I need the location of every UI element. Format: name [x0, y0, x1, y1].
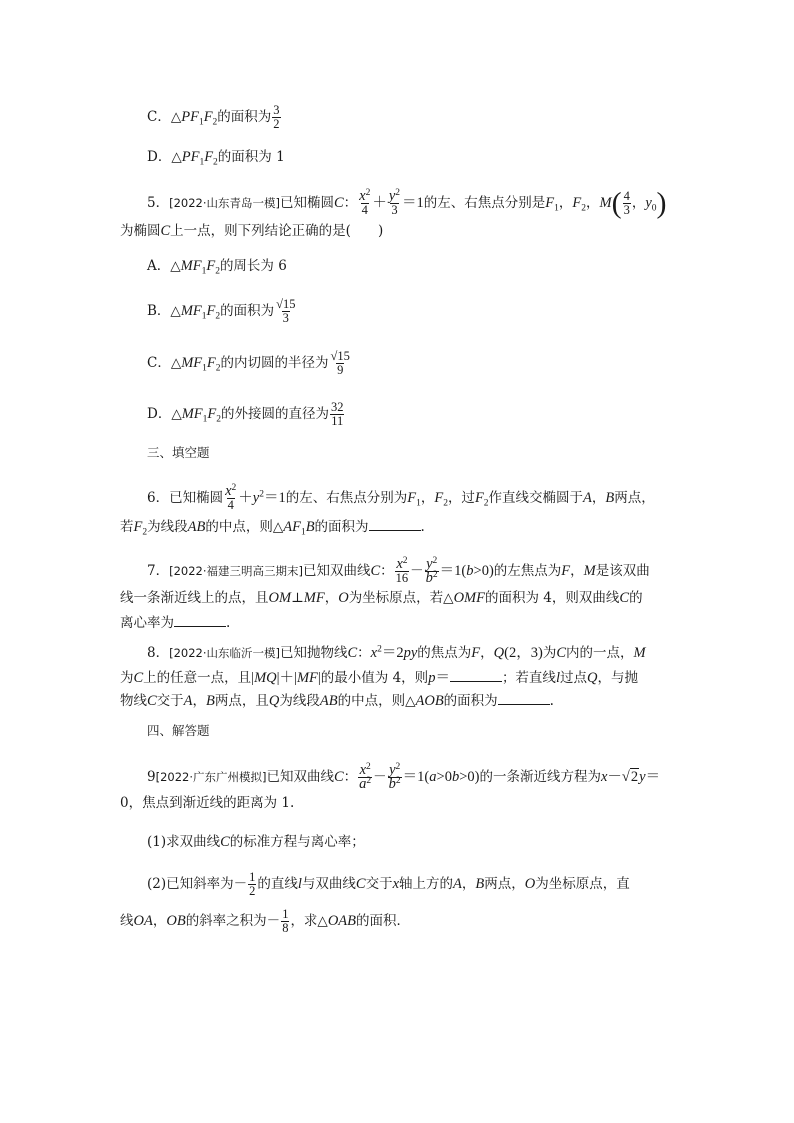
- text: 的直线: [257, 876, 298, 892]
- text: 的中点，则△: [337, 693, 416, 709]
- text: 交于: [156, 693, 184, 709]
- text: 离心率为: [120, 615, 174, 631]
- section-title-answer: 四、解答题: [147, 723, 210, 738]
- text: 为: [120, 670, 134, 686]
- option-text: 的周长为 6: [219, 258, 287, 274]
- text: 线: [120, 913, 134, 929]
- option-text: 的外接圆的直径为: [221, 406, 330, 422]
- text: ，过: [447, 490, 475, 506]
- text: 的中点，则△: [205, 519, 284, 535]
- text: (2)已知斜率为－: [147, 876, 248, 892]
- text: 为线段: [147, 519, 188, 535]
- text: 已知双曲线: [303, 563, 371, 579]
- q5-option-c: C．$\triangle MF_1F_2$的内切圆的半径为 $\frac{√15}{9}$: [147, 349, 350, 377]
- text: 的: [629, 590, 643, 606]
- q7-stem-line3: 离心率为 .: [120, 612, 230, 633]
- answer-blank[interactable]: [498, 690, 550, 705]
- q8-stem-line2: 为C上的任意一点，且|MQ|＋|MF|的最小值为 4，则p＝ ；若直线l过点Q，与抛: [120, 667, 638, 688]
- q9-stem-line2: 0，焦点到渐近线的距离为 1.: [120, 795, 295, 811]
- fraction: $\frac{x^2}{16}$: [395, 555, 409, 585]
- option-label: A．△: [147, 258, 181, 274]
- text: 的焦点为: [417, 645, 472, 661]
- text: 两点，且: [214, 693, 269, 709]
- q5-stem-line1: 5．[2022·山东青岛一模]已知椭圆C： $\frac{x^2}{4}$ ＋ $\frac{y^2}{3}$ ＝1的左、右焦点分别是$F_1$，$F_2$，M( $\frac{4}{3}$ ，$y_0$): [147, 186, 667, 220]
- text: 的一条渐近线方程为: [479, 769, 601, 785]
- text: 为: [542, 645, 557, 661]
- text: 为椭圆: [120, 223, 161, 239]
- text: 的斜率之积为－: [185, 913, 281, 929]
- question-number: 6．: [147, 490, 170, 506]
- text: 已知椭圆: [280, 195, 334, 211]
- q7-stem-line2: 线一条渐近线上的点，且OM⊥MF，O为坐标原点，若△OMF的面积为 4，则双曲线C的: [120, 590, 643, 606]
- text: 已知抛物线: [280, 645, 348, 661]
- text: 已知椭圆: [169, 490, 224, 506]
- text: 的面积为: [314, 519, 369, 535]
- option-text: 的内切圆的半径为: [220, 355, 329, 371]
- text: 是该双曲: [595, 563, 650, 579]
- q9-part1: (1)求双曲线C的标准方程与离心率；: [147, 834, 365, 850]
- fraction: $\frac{x^2}{a^2}$: [359, 761, 372, 792]
- section-title-fill-in: 三、填空题: [147, 445, 210, 460]
- q8-stem-line3: 物线C交于A，B两点，且Q为线段AB的中点，则△AOB的面积为 .: [120, 690, 554, 711]
- text: 轴上方的: [399, 876, 454, 892]
- text: 作直线交椭圆于: [488, 490, 584, 506]
- text: 的最小值为 4，则: [320, 670, 429, 686]
- question-number: 7．: [147, 563, 170, 579]
- text: 若: [120, 519, 134, 535]
- fraction: $\frac{x^2}{4}$: [225, 482, 237, 512]
- option-label: C．△: [147, 355, 182, 371]
- fraction: $\frac{1}{2}$: [249, 870, 256, 898]
- text: 的面积为: [443, 693, 498, 709]
- q8-stem-line1: 8．[2022·山东临沂一模]已知抛物线C：$x^2=2py$的焦点为F，Q(2，3)为C内的一点，M: [147, 644, 646, 661]
- question-source: [2022·山东青岛一模]: [169, 196, 280, 210]
- text: 为坐标原点，直: [535, 876, 630, 892]
- text: 与双曲线: [301, 876, 356, 892]
- q4-option-d: D．$\triangle PF_1F_2$的面积为 1: [147, 149, 285, 168]
- answer-blank[interactable]: [369, 516, 421, 531]
- text: 物线: [120, 693, 147, 709]
- text: 两点，: [614, 490, 655, 506]
- question-source: [2022·福建三明高三期末]: [169, 564, 303, 578]
- q9-part2-line1: (2)已知斜率为－ $\frac{1}{2}$ 的直线l与双曲线C交于x轴上方的A，B两点，O为坐标原点，直: [147, 870, 630, 898]
- option-label: C．△: [147, 109, 182, 125]
- q5-option-a: A．$\triangle MF_1F_2$的周长为 6: [147, 258, 287, 277]
- option-label: D．△: [147, 406, 182, 422]
- question-number: 8．: [147, 645, 170, 661]
- text: 的左、右焦点分别是: [423, 195, 546, 211]
- q6-stem-line1: 6．已知椭圆 $\frac{x^2}{4}$ $+y^2=1$的左、右焦点分别为$F_1$，$F_2$，过$F_2$作直线交椭圆于A，B两点，: [147, 482, 655, 512]
- text: 的左、右焦点分别为: [285, 490, 408, 506]
- question-number: 9: [147, 769, 156, 785]
- q5-option-d: D．$\triangle MF_1F_2$的外接圆的直径为 $\frac{32}{11}$: [147, 400, 344, 428]
- option-text: 的面积为: [217, 109, 272, 125]
- text: 过点: [559, 670, 587, 686]
- fraction: $\frac{√15}{9}$: [330, 349, 350, 377]
- text: 已知双曲线: [266, 769, 334, 785]
- q5-stem-line2: 为椭圆C上一点，则下列结论正确的是( ): [120, 223, 384, 239]
- text: 内的一点，: [565, 645, 634, 661]
- fraction: $\frac{4}{3}$: [623, 189, 630, 217]
- text: ；若直线: [501, 670, 556, 686]
- question-source: [2022·山东临沂一模]: [169, 646, 280, 660]
- fraction: $\frac{y^2}{b^2}$: [425, 555, 438, 586]
- q9-stem-line1: 9[2022·广东广州模拟]已知双曲线C： $\frac{x^2}{a^2}$ － $\frac{y^2}{b^2}$ ＝1(a>0b>0)的一条渐近线方程为x－√2y＝: [147, 761, 661, 792]
- text: 为坐标原点，若△: [348, 590, 454, 606]
- text: 上的任意一点，且: [143, 670, 252, 686]
- question-number: 5．: [147, 195, 170, 211]
- fraction: $\frac{y^2}{3}$: [388, 187, 401, 217]
- fraction: $\frac{x^2}{4}$: [359, 187, 371, 217]
- q9-part2-line2: 线OA，OB的斜率之积为－ $\frac{1}{8}$ ，求△OAB的面积．: [120, 907, 411, 935]
- text: ，求△: [290, 913, 328, 929]
- q4-option-c: C．$\triangle PF_1F_2$的面积为 $\frac{3}{2}$: [147, 103, 280, 131]
- answer-blank[interactable]: [450, 667, 502, 682]
- text: 为线段: [279, 693, 320, 709]
- option-text: 的面积为 1: [217, 149, 285, 165]
- fraction: $\frac{3}{2}$: [273, 103, 280, 131]
- text: (1)求双曲线: [147, 834, 221, 850]
- text: 两点，: [484, 876, 525, 892]
- text: 的面积．: [356, 913, 411, 929]
- answer-blank[interactable]: [174, 612, 226, 627]
- text: 上一点，则下列结论正确的是( ): [170, 223, 384, 239]
- text: 线一条渐近线上的点，且: [120, 590, 269, 606]
- text: ，与抛: [597, 670, 638, 686]
- option-text: 的面积为: [220, 303, 275, 319]
- fraction: $\frac{√15}{3}$: [276, 297, 296, 325]
- fraction: $\frac{32}{11}$: [331, 400, 344, 428]
- question-source: [2022·广东广州模拟]: [155, 770, 267, 784]
- text: 的面积为 4，则双曲线: [485, 590, 620, 606]
- fraction: $\frac{y^2}{b^2}$: [388, 761, 401, 792]
- text: 交于: [365, 876, 393, 892]
- q6-stem-line2: 若$F_2$为线段AB的中点，则$\triangle AF_1B$的面积为 .: [120, 516, 425, 537]
- q5-option-b: B．$\triangle MF_1F_2$的面积为 $\frac{√15}{3}$: [147, 297, 296, 325]
- option-label: D．△: [147, 149, 182, 165]
- text: 的左焦点为: [493, 563, 562, 579]
- text: 的标准方程与离心率；: [229, 834, 365, 850]
- q7-stem-line1: 7．[2022·福建三明高三期末]已知双曲线C： $\frac{x^2}{16}$ － $\frac{y^2}{b^2}$ ＝1(b>0)的左焦点为F，M是该双曲: [147, 555, 650, 586]
- fraction: $\frac{1}{8}$: [282, 907, 289, 935]
- option-label: B．△: [147, 303, 181, 319]
